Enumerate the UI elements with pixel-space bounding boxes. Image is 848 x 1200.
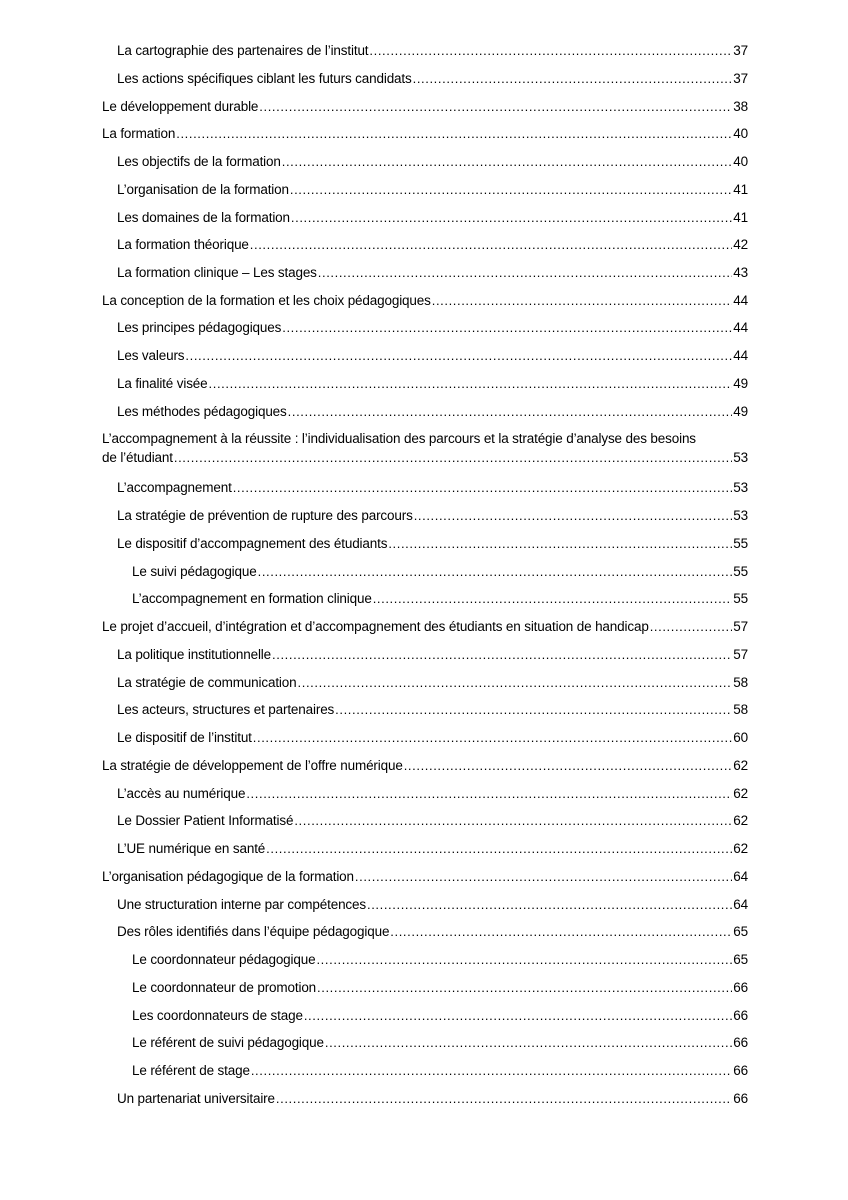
toc-entry[interactable] bbox=[132, 1033, 748, 1052]
toc-entry-title: Le référent de suivi pédagogique bbox=[132, 1035, 324, 1050]
dot-leader bbox=[251, 1061, 732, 1080]
dot-leader bbox=[209, 374, 733, 393]
dot-leader bbox=[258, 562, 733, 581]
toc-entry-title: La cartographie des partenaires de l’institut bbox=[117, 43, 369, 58]
dot-leader bbox=[298, 673, 733, 692]
dot-leader bbox=[291, 208, 732, 227]
toc-entry[interactable] bbox=[117, 673, 748, 692]
toc-page-number: 37 bbox=[733, 43, 748, 58]
toc-entry[interactable] bbox=[117, 811, 748, 830]
toc-entry[interactable] bbox=[132, 1006, 748, 1025]
dot-leader bbox=[282, 152, 733, 171]
toc-entry[interactable] bbox=[102, 756, 748, 775]
toc-page-number: 49 bbox=[733, 404, 748, 419]
toc-entry[interactable] bbox=[117, 895, 748, 914]
toc-page-number: 44 bbox=[733, 348, 748, 363]
toc-entry[interactable] bbox=[117, 69, 748, 88]
toc-entry-title: Le suivi pédagogique bbox=[132, 564, 257, 579]
toc-entry[interactable] bbox=[117, 728, 748, 747]
toc-entry[interactable] bbox=[117, 41, 748, 60]
toc-entry[interactable] bbox=[132, 950, 748, 969]
toc-entry-title: Le dispositif de l’institut bbox=[117, 730, 252, 745]
toc-entry[interactable] bbox=[102, 97, 748, 116]
toc-entry-title: L’accès au numérique bbox=[117, 786, 246, 801]
toc-page-number: 41 bbox=[733, 182, 748, 197]
toc-page-number: 62 bbox=[733, 758, 748, 773]
toc-entry-title: Un partenariat universitaire bbox=[117, 1091, 275, 1106]
dot-leader bbox=[318, 263, 733, 282]
toc-page-number: 38 bbox=[733, 99, 748, 114]
toc-entry-title: L’organisation de la formation bbox=[117, 182, 289, 197]
toc-entry-title: Le dispositif d’accompagnement des étudiants bbox=[117, 536, 388, 551]
toc-entry-title: La formation bbox=[102, 126, 176, 141]
toc-entry-title: L’organisation pédagogique de la formation bbox=[102, 869, 354, 884]
toc-entry-title: Le coordonnateur de promotion bbox=[132, 980, 317, 995]
toc-page-number: 42 bbox=[733, 237, 748, 252]
dot-leader bbox=[317, 978, 732, 997]
toc-entry-title: Les actions spécifiques ciblant les futurs candidats bbox=[117, 71, 412, 86]
toc-entry[interactable] bbox=[117, 922, 748, 941]
toc-page-number: 66 bbox=[733, 1063, 748, 1078]
toc-page-number: 66 bbox=[733, 1091, 748, 1106]
dot-leader bbox=[367, 895, 732, 914]
dot-leader bbox=[250, 235, 732, 254]
toc-page-number: 41 bbox=[733, 210, 748, 225]
toc-entry[interactable] bbox=[117, 180, 748, 199]
toc-page-number: 66 bbox=[733, 1035, 748, 1050]
dot-leader bbox=[388, 534, 732, 553]
dot-leader bbox=[325, 1033, 732, 1052]
toc-entry-title: L’accompagnement bbox=[117, 480, 232, 495]
toc-entry[interactable] bbox=[102, 124, 748, 143]
dot-leader bbox=[373, 589, 733, 608]
toc-entry[interactable] bbox=[132, 978, 748, 997]
toc-entry-title: La stratégie de prévention de rupture des parcours bbox=[117, 508, 413, 523]
toc-entry-title: Les principes pédagogiques bbox=[117, 320, 282, 335]
dot-leader bbox=[185, 346, 732, 365]
toc-entry-title: Les domaines de la formation bbox=[117, 210, 290, 225]
toc-entry[interactable] bbox=[117, 374, 748, 393]
toc-entry[interactable] bbox=[117, 152, 748, 171]
toc-page-number: 53 bbox=[733, 450, 748, 465]
toc-entry-title: Le référent de stage bbox=[132, 1063, 250, 1078]
dot-leader bbox=[355, 867, 732, 886]
dot-leader bbox=[174, 448, 732, 467]
toc-entry-title: Le développement durable bbox=[102, 99, 259, 114]
toc-entry[interactable] bbox=[102, 429, 748, 467]
toc-entry-title: Des rôles identifiés dans l’équipe pédagogique bbox=[117, 924, 390, 939]
dot-leader bbox=[290, 180, 732, 199]
toc-page-number: 66 bbox=[733, 980, 748, 995]
toc-page-number: 62 bbox=[733, 841, 748, 856]
toc-entry-title: de l’étudiant bbox=[102, 450, 173, 465]
toc-entry-title: La politique institutionnelle bbox=[117, 647, 272, 662]
dot-leader bbox=[282, 318, 732, 337]
dot-leader bbox=[272, 645, 732, 664]
toc-page-number: 53 bbox=[733, 508, 748, 523]
toc-entry-title: L’accompagnement en formation clinique bbox=[132, 591, 372, 606]
toc-entry[interactable] bbox=[117, 839, 748, 858]
toc-page-number: 66 bbox=[733, 1008, 748, 1023]
dot-leader bbox=[259, 97, 732, 116]
toc-entry-title: La formation clinique – Les stages bbox=[117, 265, 317, 280]
toc-entry[interactable] bbox=[117, 700, 748, 719]
dot-leader bbox=[432, 291, 733, 310]
toc-page-number: 55 bbox=[733, 564, 748, 579]
toc-entry-title: Les objectifs de la formation bbox=[117, 154, 281, 169]
toc-entry-title: La formation théorique bbox=[117, 237, 249, 252]
toc-entry[interactable] bbox=[117, 235, 748, 254]
dot-leader bbox=[288, 402, 733, 421]
toc-entry[interactable] bbox=[117, 478, 748, 497]
toc-entry-title: Les acteurs, structures et partenaires bbox=[117, 702, 335, 717]
toc-page-number: 57 bbox=[733, 619, 748, 634]
toc-page-number: 40 bbox=[733, 154, 748, 169]
toc-page-number: 43 bbox=[733, 265, 748, 280]
toc-page-number: 57 bbox=[733, 647, 748, 662]
toc-entry[interactable] bbox=[117, 506, 748, 525]
toc-entry[interactable] bbox=[132, 562, 748, 581]
toc-page-number: 64 bbox=[733, 897, 748, 912]
toc-page-number: 37 bbox=[733, 71, 748, 86]
toc-entry[interactable] bbox=[132, 589, 748, 608]
toc-page-number: 44 bbox=[733, 320, 748, 335]
dot-leader bbox=[390, 922, 732, 941]
dot-leader bbox=[253, 728, 733, 747]
toc-page-number: 49 bbox=[733, 376, 748, 391]
toc-page-number: 58 bbox=[733, 702, 748, 717]
toc-page-number: 62 bbox=[733, 813, 748, 828]
toc-entry[interactable] bbox=[102, 867, 748, 886]
toc-page-number: 60 bbox=[733, 730, 748, 745]
toc-entry-title: Le Dossier Patient Informatisé bbox=[117, 813, 294, 828]
toc-entry-title: L’UE numérique en santé bbox=[117, 841, 266, 856]
toc-page-number: 58 bbox=[733, 675, 748, 690]
toc-entry-title: Les coordonnateurs de stage bbox=[132, 1008, 303, 1023]
toc-entry[interactable] bbox=[117, 318, 748, 337]
toc-entry-title: Une structuration interne par compétences bbox=[117, 897, 366, 912]
dot-leader bbox=[413, 69, 733, 88]
dot-leader bbox=[369, 41, 732, 60]
toc-entry-title: Les valeurs bbox=[117, 348, 185, 363]
toc-page-number: 55 bbox=[733, 591, 748, 606]
toc-entry[interactable] bbox=[117, 263, 748, 282]
dot-leader bbox=[266, 839, 732, 858]
toc-page-number: 40 bbox=[733, 126, 748, 141]
toc-entry-title: La conception de la formation et les choix pédagogiques bbox=[102, 293, 431, 308]
toc-entry-title: La finalité visée bbox=[117, 376, 208, 391]
toc-entry[interactable] bbox=[117, 784, 748, 803]
dot-leader bbox=[233, 478, 733, 497]
dot-leader bbox=[176, 124, 732, 143]
toc-page-number: 65 bbox=[733, 924, 748, 939]
toc-entry-title-line1: L’accompagnement à la réussite : l’individualisation des parcours et la stratégie d’analyse des besoins bbox=[102, 431, 696, 446]
dot-leader bbox=[404, 756, 733, 775]
toc-page-number: 62 bbox=[733, 786, 748, 801]
dot-leader bbox=[294, 811, 732, 830]
toc-entry[interactable] bbox=[132, 1061, 748, 1080]
toc-page-number: 53 bbox=[733, 480, 748, 495]
toc-entry[interactable] bbox=[117, 534, 748, 553]
toc-entry-title: La stratégie de développement de l’offre numérique bbox=[102, 758, 403, 773]
dot-leader bbox=[246, 784, 732, 803]
dot-leader bbox=[414, 506, 733, 525]
toc-entry-title: Le projet d’accueil, d’intégration et d’accompagnement des étudiants en situation de handicap bbox=[102, 619, 649, 634]
toc-entry-title: La stratégie de communication bbox=[117, 675, 297, 690]
dot-leader bbox=[276, 1089, 732, 1108]
toc-entry[interactable] bbox=[117, 1089, 748, 1108]
toc-entry-title: Le coordonnateur pédagogique bbox=[132, 952, 316, 967]
dot-leader bbox=[304, 1006, 732, 1025]
toc-entry[interactable] bbox=[102, 617, 748, 636]
dot-leader bbox=[650, 617, 733, 636]
dot-leader bbox=[316, 950, 732, 969]
dot-leader bbox=[335, 700, 732, 719]
toc-entry-title: Les méthodes pédagogiques bbox=[117, 404, 287, 419]
toc-entry[interactable] bbox=[117, 208, 748, 227]
toc-entry[interactable] bbox=[117, 645, 748, 664]
toc-page-number: 65 bbox=[733, 952, 748, 967]
toc-entry[interactable] bbox=[117, 346, 748, 365]
toc-page-number: 64 bbox=[733, 869, 748, 884]
toc-entry[interactable] bbox=[102, 291, 748, 310]
toc-page-number: 55 bbox=[733, 536, 748, 551]
toc-entry[interactable] bbox=[117, 402, 748, 421]
toc-page-number: 44 bbox=[733, 293, 748, 308]
